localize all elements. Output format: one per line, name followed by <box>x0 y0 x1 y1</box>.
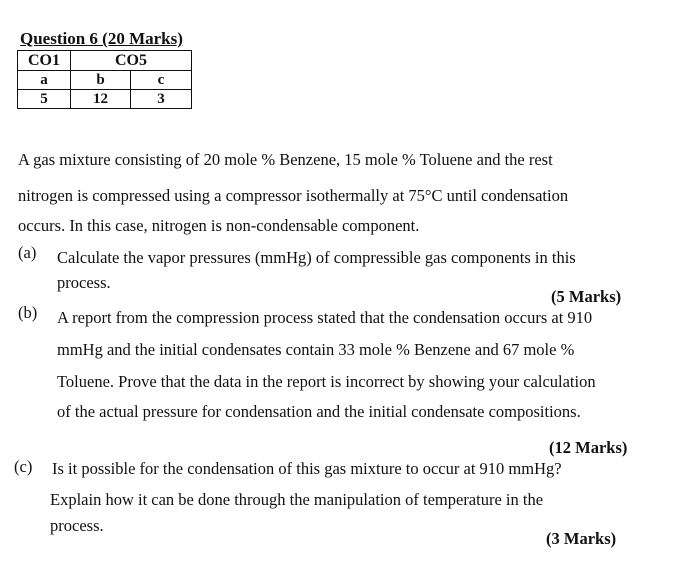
part-c-label: (c) <box>14 457 33 476</box>
co-header-row <box>18 51 192 71</box>
co5-header: CO5 <box>71 51 192 71</box>
part-a-line-1: Calculate the vapor pressures (mmHg) of compressible gas components in this <box>57 248 576 267</box>
part-b-line-4: of the actual pressure for condensation and the initial condensate compositions. <box>57 402 581 421</box>
intro-line-1: A gas mixture consisting of 20 mole % Benzene, 15 mole % Toluene and the rest <box>18 150 553 169</box>
part-a-marks: (5 Marks) <box>551 287 622 306</box>
question-title-text: Question 6 (20 Marks) <box>20 29 183 48</box>
part-b-marks: (12 Marks) <box>549 438 628 457</box>
intro-line-2: nitrogen is compressed using a compressor isothermally at 75°C until condensation <box>18 186 569 205</box>
part-c-marks: (3 Marks) <box>546 529 617 548</box>
question-title <box>20 29 183 49</box>
part-b-line-2: mmHg and the initial condensates contain 33 mole % Benzene and 67 mole % <box>57 340 575 359</box>
part-b-line-1: A report from the compression process stated that the condensation occurs at 910 <box>57 308 593 327</box>
part-c-line-3: process. <box>50 516 104 535</box>
intro-line-3: occurs. In this case, nitrogen is non-condensable component. <box>18 216 420 235</box>
part-c-line-2: Explain how it can be done through the manipulation of temperature in the <box>50 490 544 509</box>
co-marks-table <box>17 50 192 109</box>
part-b-cell: b <box>71 71 131 90</box>
part-c-line-1: Is it possible for the condensation of this gas mixture to occur at 910 mmHg? <box>52 459 562 478</box>
marks-row <box>18 90 192 109</box>
part-a-cell: a <box>18 71 71 90</box>
part-a-label: (a) <box>18 243 37 262</box>
co1-header: CO1 <box>18 51 71 71</box>
marks-a-cell: 5 <box>18 90 71 109</box>
part-c-cell: c <box>131 71 192 90</box>
marks-c-cell: 3 <box>131 90 192 109</box>
parts-row <box>18 71 192 90</box>
marks-b-cell: 12 <box>71 90 131 109</box>
part-a-line-2: process. <box>57 273 111 292</box>
part-b-label: (b) <box>18 303 38 322</box>
part-b-line-3: Toluene. Prove that the data in the report is incorrect by showing your calculation <box>57 372 596 391</box>
